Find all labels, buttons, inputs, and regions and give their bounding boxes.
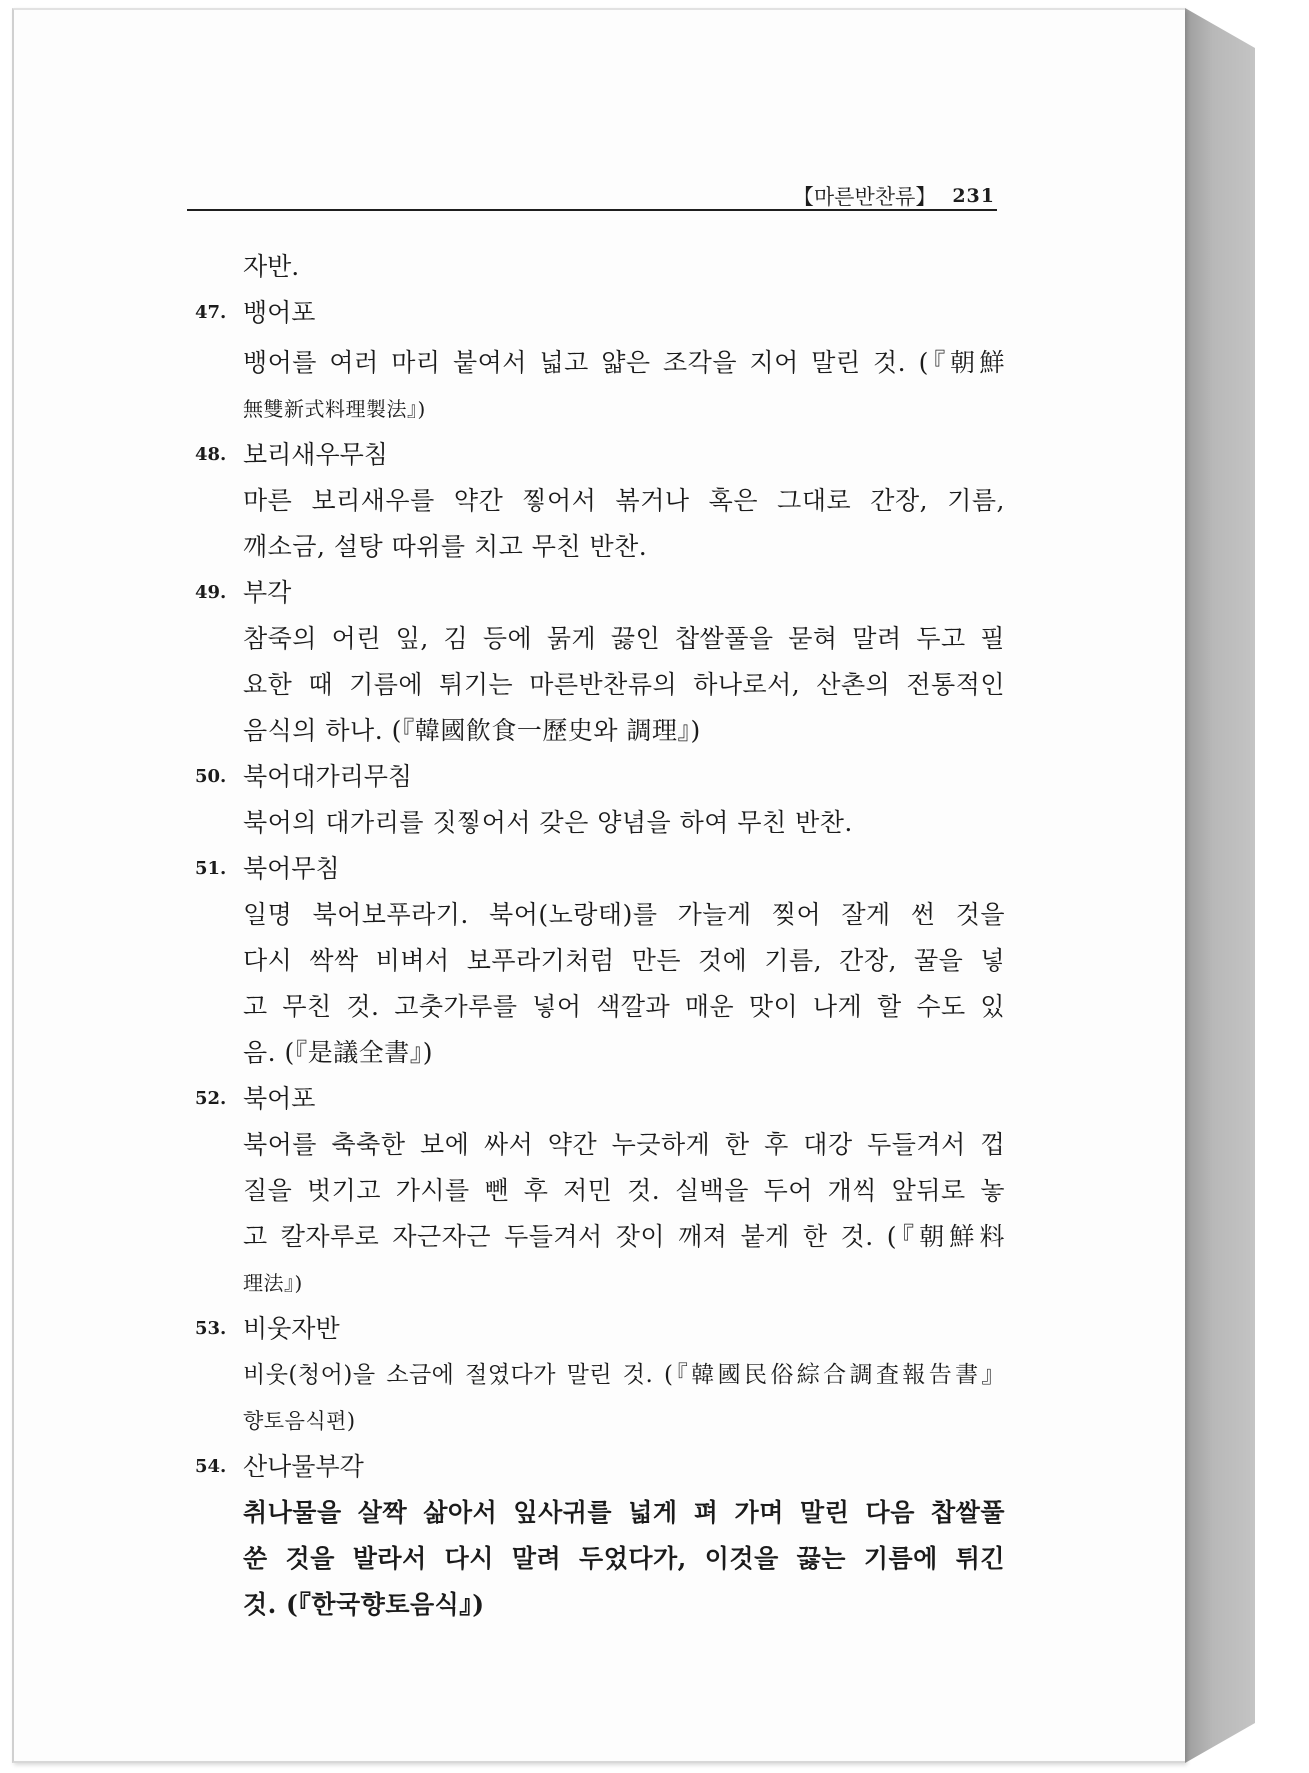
entry-53 xyxy=(195,1306,1005,1444)
entry-title: 북어포 xyxy=(243,1084,316,1113)
entry-line: 쑨 것을 발라서 다시 말려 두었다가, 이것을 끓는 기름에 튀긴 xyxy=(243,1544,1005,1573)
entry-heading xyxy=(195,290,1005,336)
entry-48 xyxy=(195,432,1005,570)
entry-line: 理法』) xyxy=(243,1271,303,1295)
entry-title: 비웃자반 xyxy=(243,1314,340,1343)
entry-line: 無雙新式料理製法』) xyxy=(243,397,426,421)
entry-line: 북어를 축축한 보에 싸서 약간 누긋하게 한 후 대강 두들겨서 껍 xyxy=(243,1130,1005,1159)
entry-line: 음식의 하나. (『韓國飮食一歷史와 調理』) xyxy=(243,716,701,745)
entry-line: 참죽의 어린 잎, 김 등에 묽게 끓인 찹쌀풀을 묻혀 말려 두고 필 xyxy=(243,624,1005,653)
entry-number: 51. xyxy=(195,858,227,879)
entry-line: 다시 싹싹 비벼서 보푸라기처럼 만든 것에 기름, 간장, 꿀을 넣 xyxy=(243,946,1005,975)
entry-50 xyxy=(195,754,1005,846)
entry-heading xyxy=(195,1306,1005,1352)
entry-title: 부각 xyxy=(243,578,292,607)
entry-47 xyxy=(195,290,1005,432)
entry-line: 일명 북어보푸라기. 북어(노랑태)를 가늘게 찢어 잘게 썬 것을 xyxy=(243,900,1005,929)
header-rule xyxy=(187,209,997,211)
entry-52 xyxy=(195,1076,1005,1306)
entry-number: 47. xyxy=(195,302,227,323)
page-body xyxy=(195,244,1005,1628)
entry-number: 48. xyxy=(195,444,227,465)
entry-line: 북어의 대가리를 짓찧어서 갖은 양념을 하여 무친 반찬. xyxy=(243,808,853,837)
entry-line: 고 무친 것. 고춧가루를 넣어 색깔과 매운 맛이 나게 할 수도 있 xyxy=(243,992,1005,1021)
book-page-edge xyxy=(1185,8,1255,1763)
entry-title: 북어대가리무침 xyxy=(243,762,413,791)
entry-51 xyxy=(195,846,1005,1076)
entry-number: 54. xyxy=(195,1456,227,1477)
entry-line: 깨소금, 설탕 따위를 치고 무친 반찬. xyxy=(243,532,648,561)
entry-title: 보리새우무침 xyxy=(243,440,388,469)
entry-heading xyxy=(195,432,1005,478)
entry-line: 것. (『한국향토음식』) xyxy=(243,1590,485,1619)
entry-heading xyxy=(195,846,1005,892)
entry-line: 요한 때 기름에 튀기는 마른반찬류의 하나로서, 산촌의 전통적인 xyxy=(243,670,1005,699)
entry-54 xyxy=(195,1444,1005,1628)
entry-line: 질을 벗기고 가시를 뺀 후 저민 것. 실백을 두어 개씩 앞뒤로 놓 xyxy=(243,1176,1005,1205)
entry-line: 비웃(청어)을 소금에 절였다가 말린 것. (『韓國民俗綜合調査報告書』 xyxy=(243,1362,1005,1388)
entry-title: 산나물부각 xyxy=(243,1452,364,1481)
entry-line: 취나물을 살짝 삶아서 잎사귀를 넓게 펴 가며 말린 다음 찹쌀풀 xyxy=(243,1498,1005,1527)
entry-line: 향토음식편) xyxy=(243,1409,356,1433)
entry-line: 고 칼자루로 자근자근 두들겨서 잣이 깨져 붙게 한 것. (『朝鮮料 xyxy=(243,1222,1005,1251)
entry-heading xyxy=(195,1076,1005,1122)
entry-number: 49. xyxy=(195,582,227,603)
entry-number: 50. xyxy=(195,766,227,787)
entry-number: 52. xyxy=(195,1088,227,1109)
page-number: 231 xyxy=(952,185,995,207)
entry-heading xyxy=(195,754,1005,800)
entry-49 xyxy=(195,570,1005,754)
continued-line: 자반. xyxy=(243,252,300,281)
entry-title: 북어무침 xyxy=(243,854,340,883)
entry-number: 53. xyxy=(195,1318,227,1339)
entry-heading xyxy=(195,1444,1005,1490)
entry-line: 마른 보리새우를 약간 찧어서 볶거나 혹은 그대로 간장, 기름, xyxy=(243,486,1005,515)
entry-line: 뱅어를 여러 마리 붙여서 넓고 얇은 조각을 지어 말린 것. (『朝鮮 xyxy=(243,348,1005,377)
entry-heading xyxy=(195,570,1005,616)
section-title: 【마른반찬류】 xyxy=(792,185,937,209)
entry-title: 뱅어포 xyxy=(243,298,316,327)
entry-line: 음. (『是議全書』) xyxy=(243,1038,434,1067)
